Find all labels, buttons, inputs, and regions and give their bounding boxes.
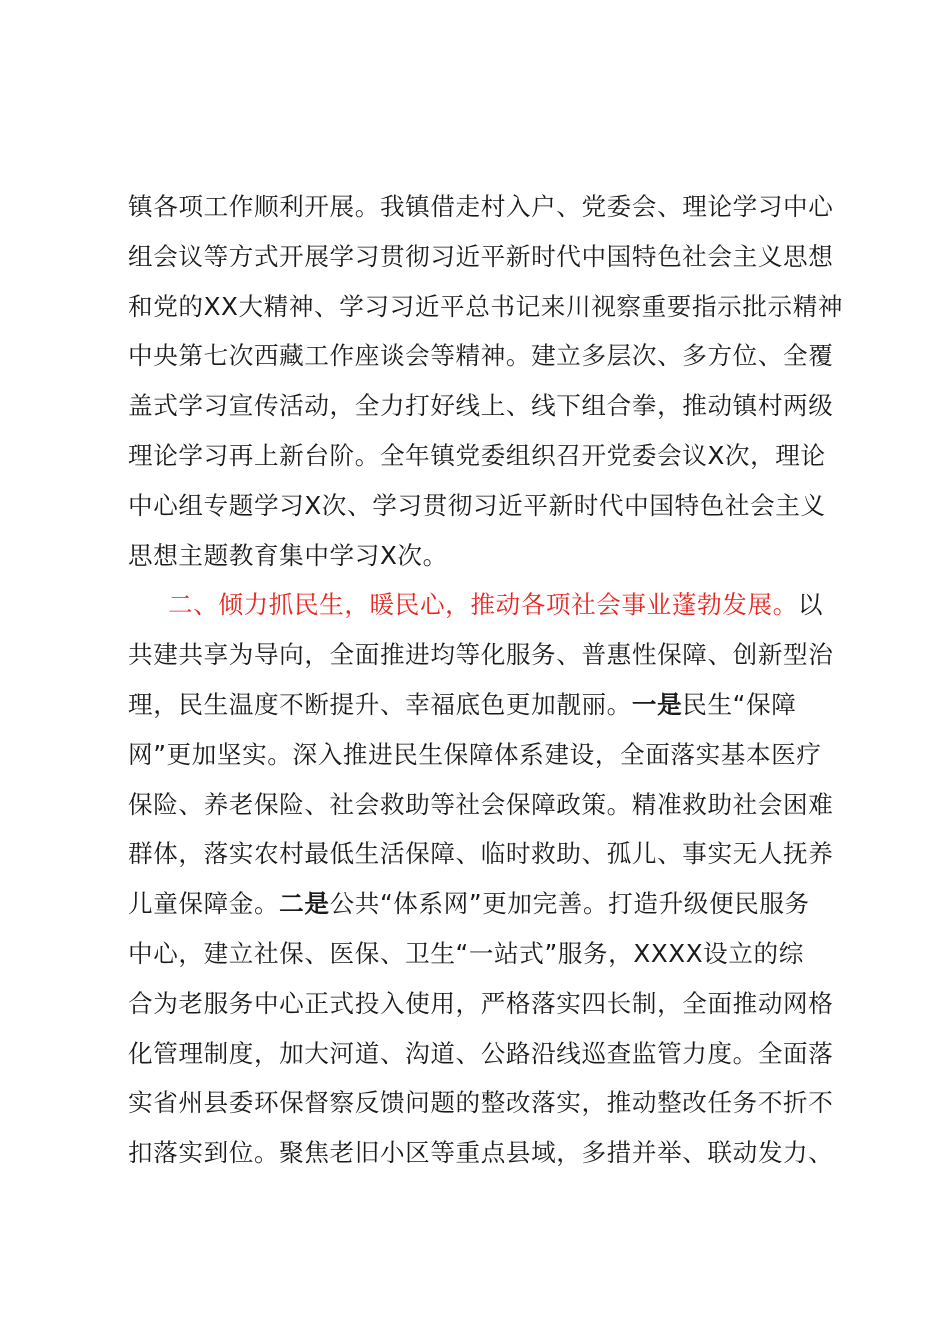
text-line: 群体，落实农村最低生活保障、临时救助、孤儿、事实无人抚养 <box>128 839 834 869</box>
section-heading: 二、倾力抓民生，暖民心，推动各项社会事业蓬勃发展。 <box>168 590 798 620</box>
text-run: 民生“保障 <box>682 689 797 719</box>
text-line: 镇各项工作顺利开展。我镇借走村入户、党委会、理论学习中心 <box>128 192 834 221</box>
text-line: 和党的XX大精神、学习习近平总书记来川视察重要指示批示精神 <box>128 291 844 321</box>
text-run: 理，民生温度不断提升、幸福底色更加靓丽。 <box>128 689 632 719</box>
bold-marker: 二是 <box>279 889 330 919</box>
text-line: 网”更加坚实。深入推进民生保障体系建设，全面落实基本医疗 <box>128 739 822 769</box>
text-line: 共建共享为导向，全面推进均等化服务、普惠性保障、创新型治 <box>128 640 834 670</box>
text-line: 化管理制度，加大河道、沟道、公路沿线巡查监管力度。全面落 <box>128 1038 834 1068</box>
text-line: 中心，建立社保、医保、卫生“一站式”服务，XXXX设立的综 <box>128 938 804 968</box>
text-run: 以 <box>797 590 824 620</box>
text-line: 中心组专题学习X次、学习贯彻习近平新时代中国特色社会主义 <box>128 490 826 520</box>
paragraph-1 <box>128 182 850 580</box>
text-line: 实省州县委环保督察反馈问题的整改落实，推动整改任务不折不 <box>128 1088 834 1118</box>
text-line: 保险、养老保险、社会救助等社会保障政策。精准救助社会困难 <box>128 789 834 819</box>
text-line: 扣落实到位。聚焦老旧小区等重点县域，多措并举、联动发力、 <box>128 1138 834 1168</box>
text-line: 中央第七次西藏工作座谈会等精神。建立多层次、多方位、全覆 <box>128 341 834 371</box>
document-body <box>128 182 850 1178</box>
text-line: 思想主题教育集中学习X次。 <box>128 540 448 570</box>
text-line: 组会议等方式开展学习贯彻习近平新时代中国特色社会主义思想 <box>128 241 834 271</box>
bold-marker: 一是 <box>631 689 683 719</box>
text-run: 儿童保障金。 <box>128 889 280 919</box>
text-line: 理论学习再上新台阶。全年镇党委组织召开党委会议X次，理论 <box>128 440 826 470</box>
paragraph-2 <box>128 580 850 1178</box>
text-run: 公共“体系网”更加完善。打造升级便民服务 <box>329 889 810 919</box>
text-line <box>128 879 850 929</box>
text-line <box>128 680 850 730</box>
text-line <box>128 580 850 630</box>
text-line: 合为老服务中心正式投入使用，严格落实四长制，全面推动网格 <box>128 988 834 1018</box>
text-line: 盖式学习宣传活动，全力打好线上、线下组合拳，推动镇村两级 <box>128 391 834 421</box>
